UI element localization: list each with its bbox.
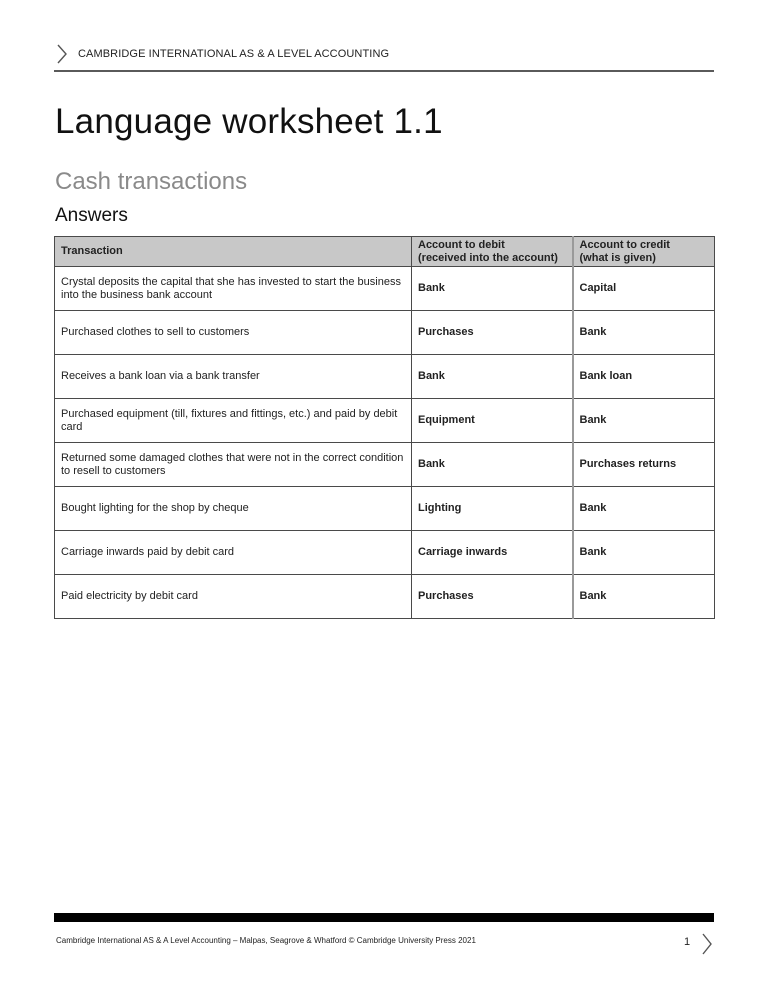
chevron-right-icon (56, 44, 68, 64)
table-row (55, 311, 715, 355)
table-row (55, 575, 715, 619)
debit-cell: Lighting (412, 487, 573, 531)
table-header-row (55, 237, 715, 267)
table-row (55, 267, 715, 311)
transaction-cell: Paid electricity by debit card (55, 575, 412, 619)
credit-cell: Bank (573, 399, 715, 443)
credit-cell: Bank (573, 531, 715, 575)
transaction-cell: Bought lighting for the shop by cheque (55, 487, 412, 531)
footer-bar (54, 913, 714, 922)
credit-cell: Bank loan (573, 355, 715, 399)
transaction-cell: Carriage inwards paid by debit card (55, 531, 412, 575)
table-row (55, 487, 715, 531)
table-row (55, 531, 715, 575)
table-row (55, 443, 715, 487)
transaction-cell: Purchased clothes to sell to customers (55, 311, 412, 355)
page-subtitle: Cash transactions (55, 168, 248, 195)
credit-cell: Capital (573, 267, 715, 311)
debit-cell: Bank (412, 267, 573, 311)
footer-citation: Cambridge International AS & A Level Accounting – Malpas, Seagrove & Whatford © Cambridge University Press 2021 (56, 936, 476, 945)
credit-cell: Purchases returns (573, 443, 715, 487)
chevron-right-icon[interactable] (701, 933, 713, 955)
transaction-cell: Returned some damaged clothes that were not in the correct condition to resell to customers (55, 443, 412, 487)
debit-cell: Bank (412, 355, 573, 399)
running-header (54, 44, 714, 72)
section-heading: Answers (55, 205, 128, 226)
running-header-title: CAMBRIDGE INTERNATIONAL AS & A LEVEL ACCOUNTING (78, 48, 390, 60)
debit-cell: Equipment (412, 399, 573, 443)
table-row (55, 355, 715, 399)
debit-cell: Carriage inwards (412, 531, 573, 575)
credit-cell: Bank (573, 487, 715, 531)
credit-cell: Bank (573, 311, 715, 355)
credit-cell: Bank (573, 575, 715, 619)
page-number: 1 (684, 936, 691, 948)
column-header-debit: Account to debit (received into the account) (412, 237, 573, 267)
debit-cell: Bank (412, 443, 573, 487)
page-title: Language worksheet 1.1 (55, 102, 443, 141)
debit-cell: Purchases (412, 311, 573, 355)
column-header-credit: Account to credit (what is given) (573, 237, 715, 267)
table-row (55, 399, 715, 443)
answers-table (54, 236, 715, 619)
header-divider (54, 70, 714, 72)
transaction-cell: Receives a bank loan via a bank transfer (55, 355, 412, 399)
transaction-cell: Crystal deposits the capital that she has invested to start the business into the business bank account (55, 267, 412, 311)
debit-cell: Purchases (412, 575, 573, 619)
column-header-transaction: Transaction (55, 237, 412, 267)
transaction-cell: Purchased equipment (till, fixtures and fittings, etc.) and paid by debit card (55, 399, 412, 443)
